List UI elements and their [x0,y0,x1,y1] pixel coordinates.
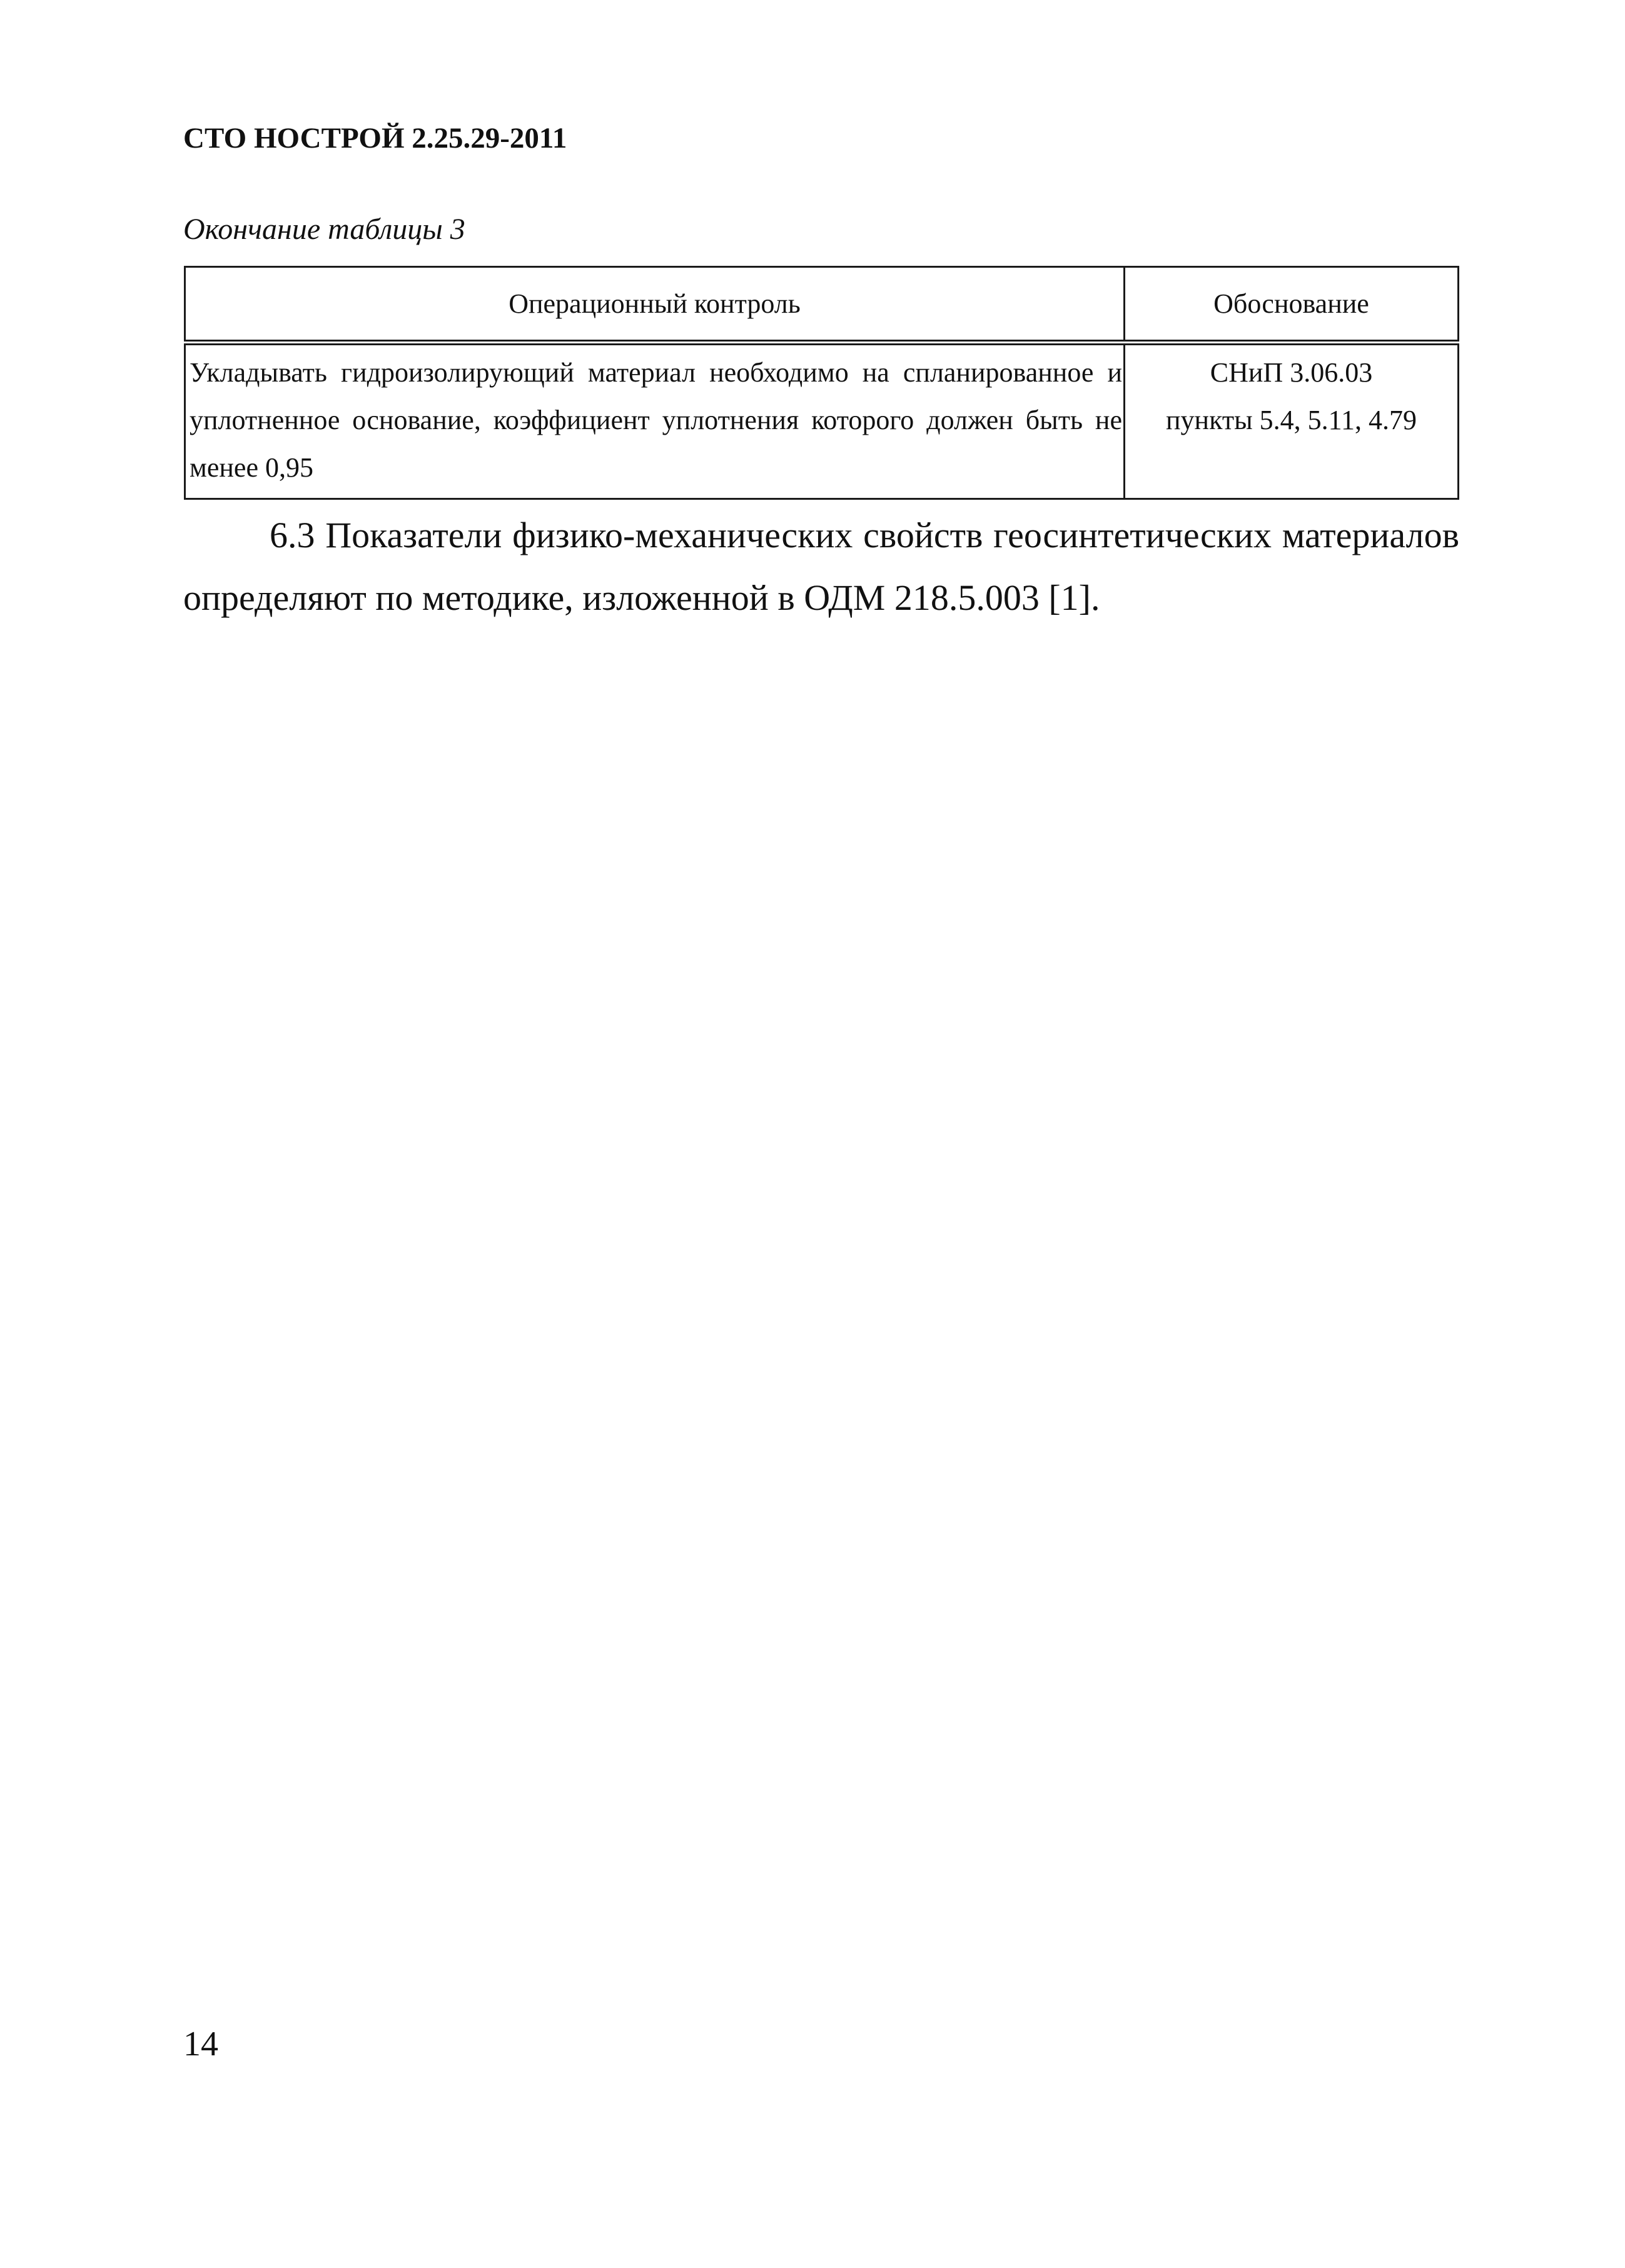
basis-cell [1125,343,1459,499]
body-paragraph: 6.3 Показатели физико-механических свойств геосинтетических материалов определяют по методике, изложенной в ОДМ 218.5.003 [1]. [183,515,1459,618]
control-table [184,266,1459,500]
operation-cell: Укладывать гидроизолирующий материал необходимо на спланированное и уплотненное основание, коэффициент уплотнения которого должен быть не менее 0,95 [185,343,1125,499]
table-caption: Окончание таблицы 3 [183,213,465,246]
basis-document: СНиП 3.06.03 [1210,357,1373,388]
basis-clauses: пункты 5.4, 5.11, 4.79 [1165,405,1417,435]
table-row [185,343,1459,499]
table-header-row [185,267,1459,343]
document-code-header: СТО НОСТРОЙ 2.25.29-2011 [183,122,567,154]
page-number: 14 [183,2025,218,2063]
column-header-basis: Обоснование [1125,267,1459,343]
table-header [185,267,1459,343]
table-body [185,343,1459,499]
column-header-operation: Операционный контроль [185,267,1125,343]
